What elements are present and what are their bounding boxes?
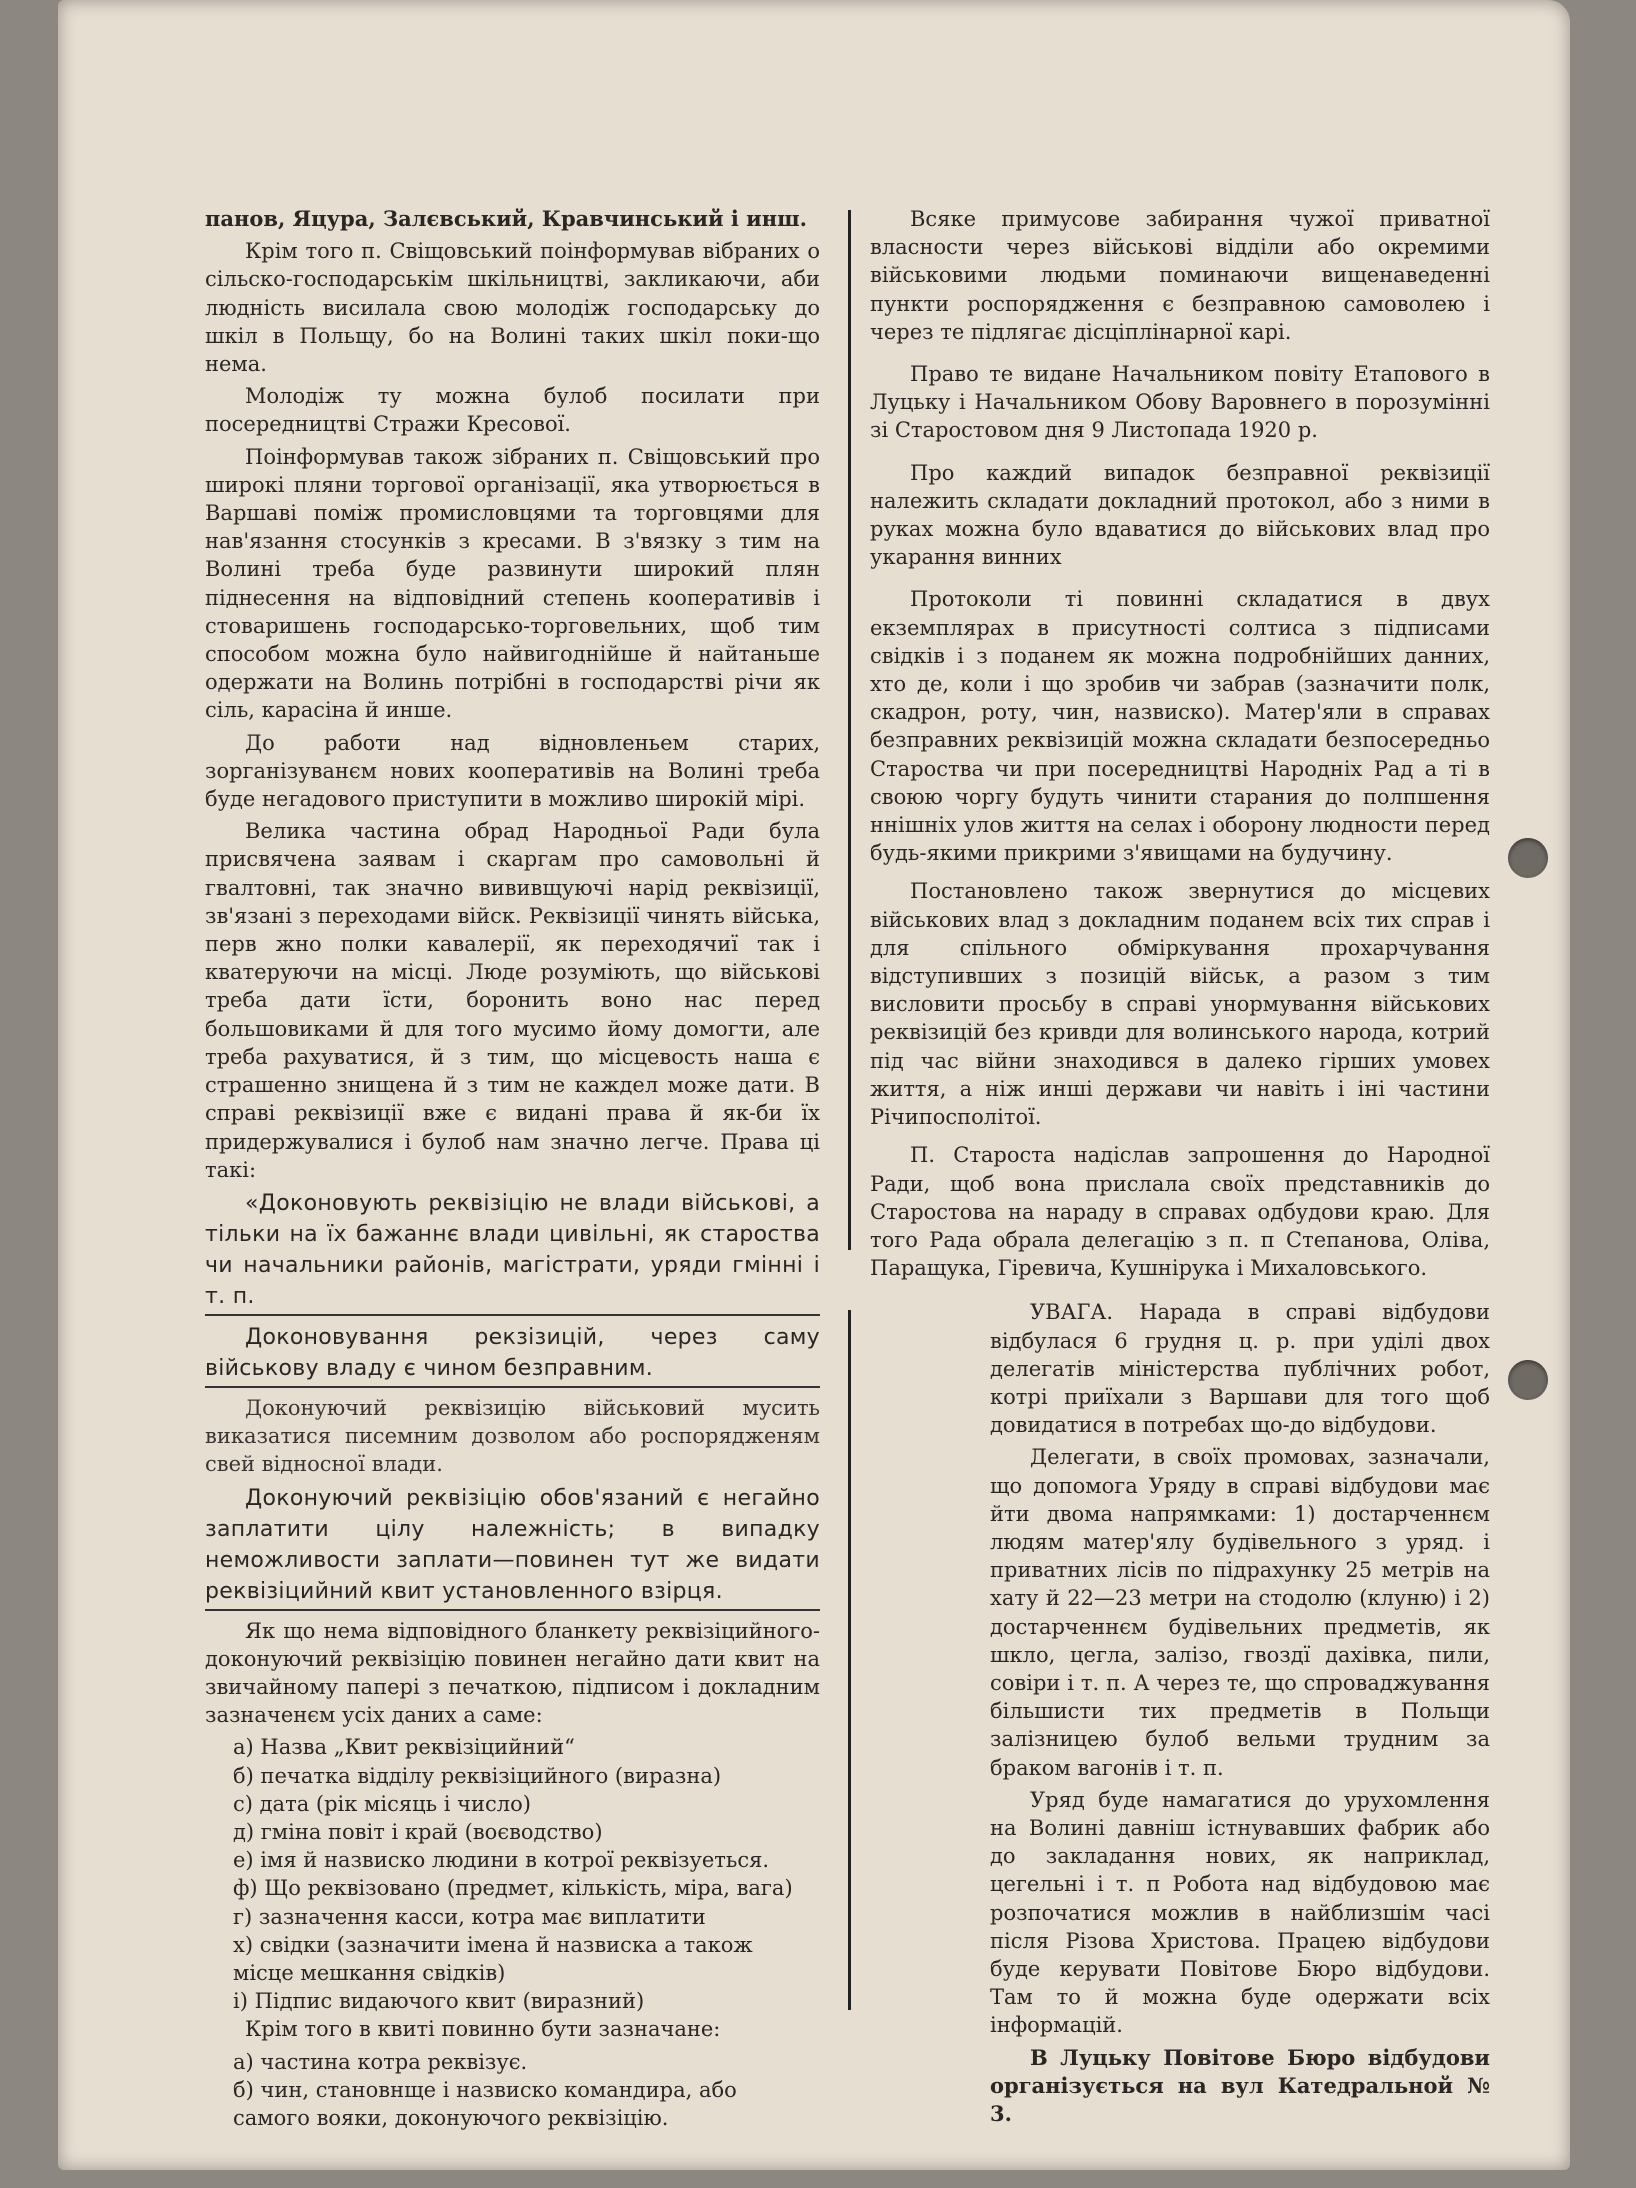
- requisition-fields-list: [233, 1733, 820, 2015]
- notice-paragraph: Делегати, в своїх промовах, зазначали, що допомога Уряду в справі відбудови має йти двома напрямками: 1) достарченнєм людям матер'ялу будівельного з уряд. і приватних лісів по підрахунку 25 метрів на хату й 22—23 метри на стодолю (клуню) і 2) достарченнєм будівельних предметів, як шкло, цегла, залізо, гвоздї дахівка, пили, совіри і т. п. А через те, що спроваджування більшисти тих предметів в Польщи залізницею булоб вельми трудним за браком вагонів і т. п.: [990, 1445, 1490, 1780]
- rule-text: «Доконовують реквізіцію не влади військові, а тільки на їх бажаннє влади цивільні, як староства чи начальники районів, магістрати, уряди гмінні і т. п.: [205, 1188, 820, 1316]
- list-item: а) Назва „Квит реквізіцийний“: [233, 1735, 575, 1760]
- list-item: ф) Що реквізовано (предмет, кількість, міра, вага): [233, 1876, 793, 1901]
- paragraph: Крім того п. Свіщовський поінформував вібраних о сільско-господарськім шкільництві, закликаючи, аби людність висилала свою молодіж господарську до шкіл в Польщу, бо на Волині таких шкіл поки-що нема.: [205, 239, 820, 377]
- paragraph: Доконуючий реквізицію військовий мусить виказатися писемним дозволом або роспорядженям свей відносної влади.: [205, 1395, 820, 1477]
- list-item: д) гміна повіт і край (воєводство): [233, 1819, 603, 1844]
- paragraph: Протоколи ті повинні складатися в двух екземплярах в присутності солтиса з підписами свідків і з поданем як можна подробнійших данних, хто де, коли і що зробив чи забрав (зазначити полк, скадрон, роту, чин, назвиско). Матер'яли в справах безправних реквізицій можна складати безпосередньо Староства чи при посередництві Народніх Рад а ті в своюю чоргу будуть чинити старания до полпшення ннішніх улов життя на селах і оборону людности перед будь-якими прикрими з'явищами на будучину.: [870, 587, 1490, 866]
- paragraph: П. Староста надіслав запрошення до Народної Ради, щоб вона прислала своїх представників до Старостова на нараду в справах одбудови краю. Для того Рада обрала делегацію з п. п Степанова, Оліва, Паращука, Гіревича, Кушнірука і Михаловського.: [870, 1143, 1490, 1281]
- rule-text: Доконовування рекзізицій, через саму військову владу є чином безправним.: [205, 1322, 820, 1388]
- additional-fields-list: [233, 2048, 820, 2133]
- quoted-rules: [205, 1188, 820, 1388]
- paragraph: Право те видане Начальником повіту Етапового в Луцьку і Начальником Обову Варовнего в порозумінні зі Старостовом дня 9 Листопада 1920 р.: [870, 362, 1490, 443]
- paragraph: Поінформував також зібраних п. Свіщовський про широкі пляни торгової організації, яка утворюється в Варшаві поміж промисловцями та торговцями для нав'язання стосунків з кресами. В з'вязку з тим на Волині треба буде развинути широкий плян піднесення на відповідний степень кооперативів і стоваришень господарсько-торговельних, щоб тим способом можна було найвигоднійше й найтаньше одержати на Волинь потрібні в господарстві річи як сіль, карасіна й инше.: [205, 444, 820, 723]
- paragraph: Про каждий випадок безправної реквізиції належить складати докладний протокол, або з ними в руках можна було вдаватися до військових влад про укарання винних: [870, 460, 1490, 570]
- list-item: г) зазначення касси, котра має виплатити: [233, 1904, 706, 1929]
- notice-paragraph: В Луцьку Повітове Бюро відбудови організується на вул Катедральной № 3.: [990, 2044, 1490, 2126]
- column-separator: [848, 210, 851, 1250]
- paragraph: Крім того в квиті повинно бути зазначане:: [245, 2017, 721, 2042]
- list-item: б) чин, становнще і назвиско командира, або самого вояки, доконуючого реквізіцію.: [233, 2077, 737, 2130]
- right-column: [870, 205, 1490, 2132]
- rule-text: Доконуючий реквізіцію обов'язаний є негайно заплатити цілу належність; в випадку неможливости заплати—повинен тут же видати реквізіцийний квит установленного взірця.: [205, 1483, 820, 1611]
- list-item: с) дата (рік місяць і число): [233, 1791, 531, 1816]
- list-item: б) печатка відділу реквізіцийного (виразна): [233, 1763, 722, 1788]
- paragraph: Велика частина обрад Народньої Ради була присвячена заявам і скаргам про самовольні й гвалтовні, так значно вививщуючі нарід реквізиції, зв'язані з переходами війск. Реквізиції чинять війська, перв жно полки кавалерії, як переходячиї так і кватеруючи на місці. Люде розуміють, що військові треба дати їсти, боронить воно нас перед большовиками й для того мусимо йому домогти, але треба рахуватися, й з тим, що місцевость наша є страшенно знищена й з тим не каждел може дати. В справі реквізиції вже є видані права й як-би їх придержувалися і булоб нам значно легче. Права ці такі:: [205, 819, 820, 1182]
- paragraph: Як що нема відповідного бланкету реквізіцийного-доконуючий реквізіцію повинен негайно дати квит на звичайному папері з печаткою, підписом і докладним зазначенєм усіх даних а саме:: [205, 1618, 820, 1728]
- paragraph: Всяке примусове забирання чужої приватної власности через військові відділи або окремими військовими людьми поминаючи вищенаведенні пункти роспорядження є безправною самоволею і через те підлягає дісціплінарної карі.: [870, 207, 1490, 344]
- notice-paragraph: УВАГА. Нарада в справі відбудови відбулася 6 грудня ц. р. при уділі двох делегатів міністерства публічних робот, котрі приїхали з Варшави для того щоб довидатися в потребах що-до відбудови.: [990, 1300, 1490, 1438]
- punch-hole: [1508, 1360, 1548, 1400]
- left-column: [205, 205, 820, 2132]
- paragraph: До работи над відновленьем старих, зорганізуванєм нових кооперативів на Волині треба буде негадового приступити в можливо широкій мірі.: [205, 730, 820, 812]
- notice-block: [990, 1298, 1490, 2128]
- notice-paragraph: Уряд буде намагатися до урухомлення на Волині давніш істнувавших фабрик або до закладання нових, як наприклад, цегельні і т. п Робота над відбудовою має розпочатися можлив в найблизшім часі після Різова Христова. Працею відбудови буде керувати Повітове Бюро відбудови. Там то й можна буде одержати всіх інформацій.: [990, 1787, 1490, 2038]
- punch-hole: [1508, 838, 1548, 878]
- list-item: е) імя й назвиско людини в котрої реквізуеться.: [233, 1848, 770, 1873]
- quoted-rules: [205, 1483, 820, 1611]
- list-item: х) свідки (зазначити імена й назвиска а також місце мешкання свідків): [233, 1932, 753, 1985]
- list-item: а) частина котра реквізує.: [233, 2049, 528, 2074]
- paragraph: панов, Яцура, Залєвський, Кравчинський і инш.: [205, 206, 807, 231]
- paragraph: Постановлено також звернутися до місцевих військових влад з докладним поданем всіх тих справ і для спільного обміркування прохарчування відступивших з позицій військ, а разом з тим висловити просьбу в справі унормування військових реквізицій без кривди для волинського народа, котрий під час війни знаходився в далеко гіршиx умовех життя, а ніж инші держави чи навіть і іні частини Річипосполітої.: [870, 879, 1490, 1130]
- list-item: і) Підпис видаючого квит (виразний): [233, 1989, 645, 2014]
- paragraph: Молодіж ту можна булоб посилати при посередництві Стражи Кресової.: [205, 384, 820, 437]
- column-separator: [848, 1310, 851, 2010]
